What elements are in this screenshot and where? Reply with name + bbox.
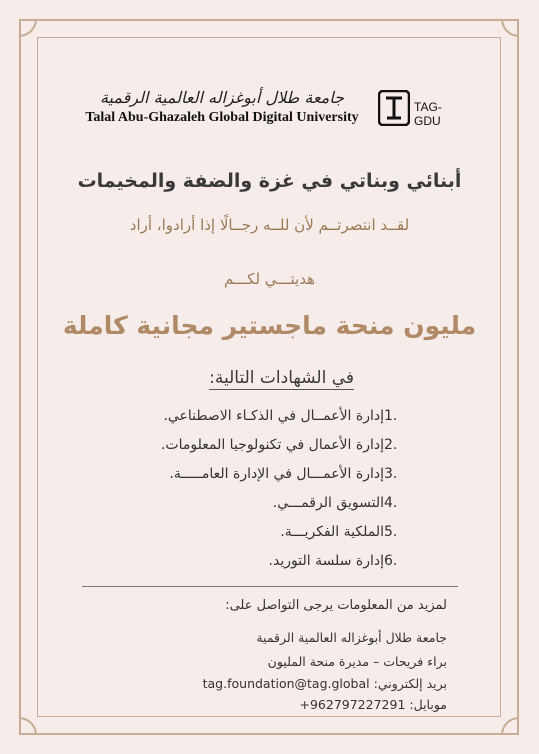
list-item bbox=[80, 402, 414, 431]
subheadline-1: لقــد انتصرتــم لأن للــه رجــالًا إذا أرادوا، أراد bbox=[129, 216, 410, 234]
tag-monogram-icon bbox=[378, 90, 410, 126]
list-item bbox=[80, 547, 414, 576]
list-item bbox=[80, 489, 414, 518]
list-item bbox=[80, 518, 414, 547]
certificates-list bbox=[80, 402, 414, 576]
scholarship-title: مليون منحة ماجستير مجانية كاملة bbox=[62, 311, 477, 340]
list-item-number: 5. bbox=[384, 524, 398, 540]
list-item bbox=[80, 460, 414, 489]
contact-heading: لمزيد من المعلومات يرجى التواصل على: bbox=[225, 598, 447, 613]
list-item-label: إدارة الأعمال في تكنولوجيا المعلومات. bbox=[160, 437, 384, 453]
certificates-heading bbox=[80, 368, 354, 388]
list-item-number: 2. bbox=[384, 437, 398, 453]
university-name-arabic: جامعة طلال أبوغزاله العالمية الرقمية bbox=[99, 88, 345, 107]
section-divider bbox=[82, 586, 458, 587]
university-name-english: Talal Abu-Ghazaleh Global Digital University bbox=[85, 110, 359, 125]
contact-mobile-row bbox=[147, 695, 447, 715]
mobile-label: موبايل: bbox=[409, 697, 447, 712]
list-item-number: 6. bbox=[384, 553, 398, 569]
page-headline: أبنائي وبناتي في غزة والضفة والمخيمات bbox=[77, 170, 462, 192]
list-item-label: إدارة الأعمــال في الذكـاء الاصطناعي. bbox=[163, 408, 384, 424]
contact-person: براء فريحات – مديرة منحة المليون bbox=[267, 654, 447, 669]
list-item-label: الملكية الفكريـــة. bbox=[280, 524, 384, 540]
email-label: بريد إلكتروني: bbox=[373, 676, 447, 691]
contact-organization: جامعة طلال أبوغزاله العالمية الرقمية bbox=[256, 630, 447, 645]
mobile-number[interactable]: +962797227291 bbox=[299, 697, 406, 712]
list-item bbox=[80, 431, 414, 460]
list-item-label: إدارة الأعمـــال في الإدارة العامـــــة. bbox=[169, 466, 384, 482]
email-link[interactable]: tag.foundation@tag.global bbox=[202, 676, 370, 691]
list-item-number: 4. bbox=[384, 495, 398, 511]
certificates-heading-text: في الشهادات التالية: bbox=[209, 368, 354, 388]
list-item-label: التسويق الرقمـــي. bbox=[272, 495, 384, 511]
subheadline-2: هديتـــي لكـــم bbox=[224, 270, 315, 288]
university-header bbox=[76, 86, 468, 132]
contact-email-row bbox=[147, 674, 447, 694]
list-item-label: إدارة سلسة التوريد. bbox=[268, 553, 384, 569]
logo-label: TAG-GDU bbox=[414, 100, 442, 128]
list-item-number: 3. bbox=[384, 466, 398, 482]
list-item-number: 1. bbox=[384, 408, 398, 424]
